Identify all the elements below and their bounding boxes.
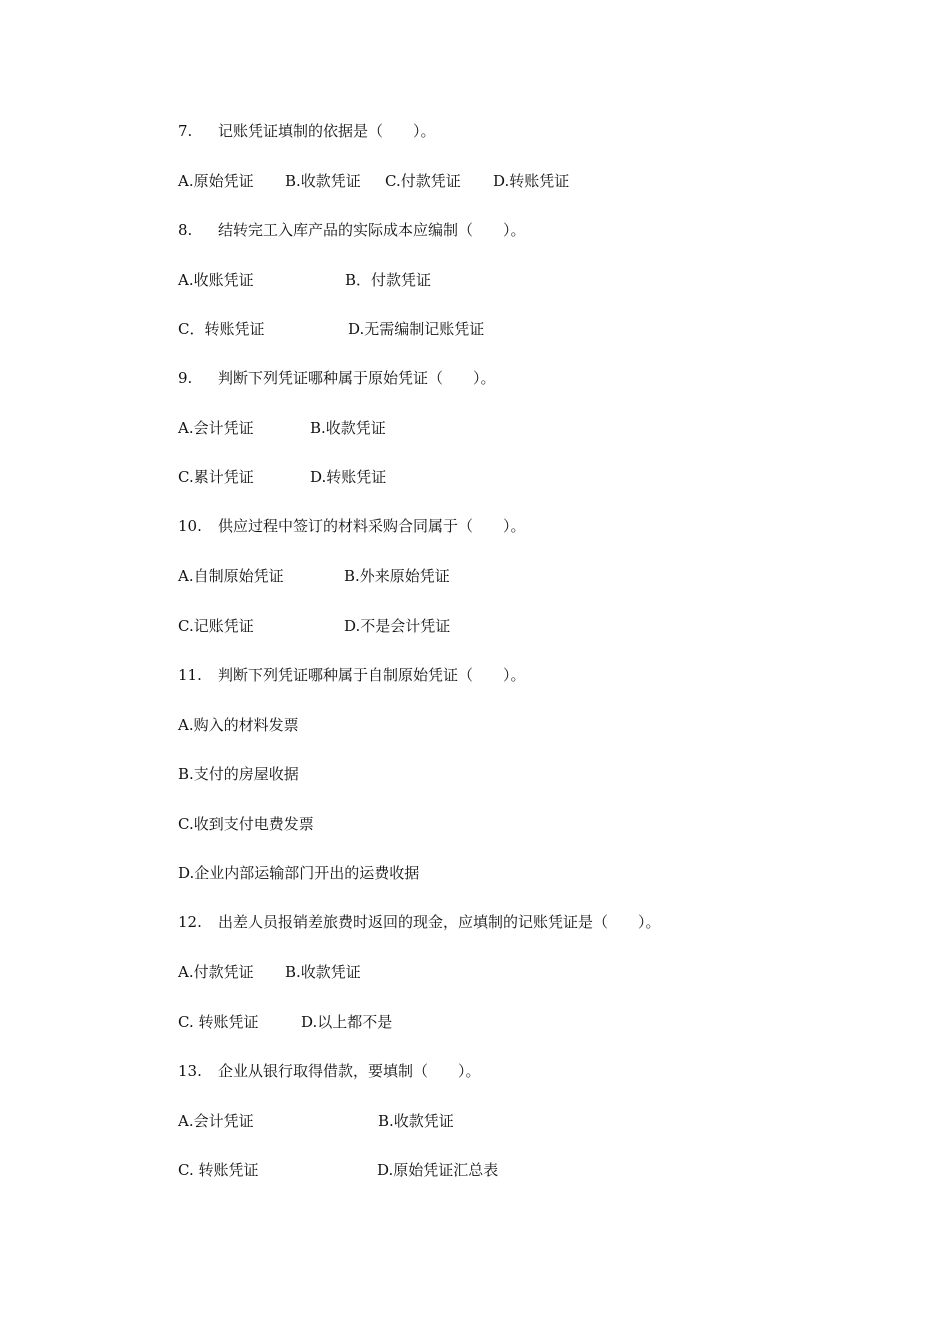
option-b: B.支付的房屋收据	[178, 765, 299, 783]
option-b: B.收款凭证	[285, 172, 361, 190]
option-c: C．转账凭证	[178, 320, 265, 338]
question-text: 供应过程中签订的材料采购合同属于（ ）。	[218, 517, 526, 535]
option-b: B.收款凭证	[378, 1112, 454, 1130]
option-d: D.企业内部运输部门开出的运费收据	[178, 864, 420, 882]
option-d: D.以上都不是	[301, 1013, 393, 1031]
option-a: A.自制原始凭证	[178, 567, 284, 585]
option-d: D.不是会计凭证	[344, 617, 451, 635]
question-number: 11.	[178, 666, 202, 684]
question-text: 判断下列凭证哪种属于自制原始凭证（ ）。	[218, 666, 526, 684]
question-text: 判断下列凭证哪种属于原始凭证（ ）。	[218, 369, 496, 387]
option-d: D.转账凭证	[310, 468, 387, 486]
question-7	[178, 120, 436, 142]
question-8	[178, 219, 526, 241]
option-a: A.购入的材料发票	[178, 716, 299, 734]
option-c: C.付款凭证	[385, 172, 461, 190]
question-number: 12.	[178, 913, 202, 931]
option-a: A.会计凭证	[178, 1112, 254, 1130]
option-c: C.记账凭证	[178, 617, 254, 635]
option-d: D.转账凭证	[493, 172, 570, 190]
question-10	[178, 515, 526, 537]
question-number: 8.	[178, 221, 193, 239]
question-number: 10.	[178, 517, 202, 535]
option-b: B.收款凭证	[285, 963, 361, 981]
question-number: 9.	[178, 369, 193, 387]
option-d: D.原始凭证汇总表	[377, 1161, 499, 1179]
question-text: 企业从银行取得借款，要填制（ ）。	[218, 1062, 481, 1080]
option-c: C.累计凭证	[178, 468, 254, 486]
option-b: B.收款凭证	[310, 419, 386, 437]
option-b: B．付款凭证	[345, 271, 432, 289]
question-12	[178, 911, 661, 933]
option-c: C. 转账凭证	[178, 1161, 259, 1179]
option-a: A.原始凭证	[178, 172, 254, 190]
option-c: C.收到支付电费发票	[178, 815, 314, 833]
question-text: 出差人员报销差旅费时返回的现金，应填制的记账凭证是（ ）。	[218, 913, 661, 931]
question-9	[178, 367, 496, 389]
question-11	[178, 664, 526, 686]
option-c: C. 转账凭证	[178, 1013, 259, 1031]
option-a: A.会计凭证	[178, 419, 254, 437]
question-text: 结转完工入库产品的实际成本应编制（ ）。	[218, 221, 526, 239]
question-number: 7.	[178, 122, 193, 140]
question-number: 13.	[178, 1062, 202, 1080]
option-a: A.付款凭证	[178, 963, 254, 981]
option-a: A.收账凭证	[178, 271, 254, 289]
question-text: 记账凭证填制的依据是（ ）。	[218, 122, 436, 140]
question-13	[178, 1060, 481, 1082]
option-b: B.外来原始凭证	[344, 567, 450, 585]
option-d: D.无需编制记账凭证	[348, 320, 485, 338]
